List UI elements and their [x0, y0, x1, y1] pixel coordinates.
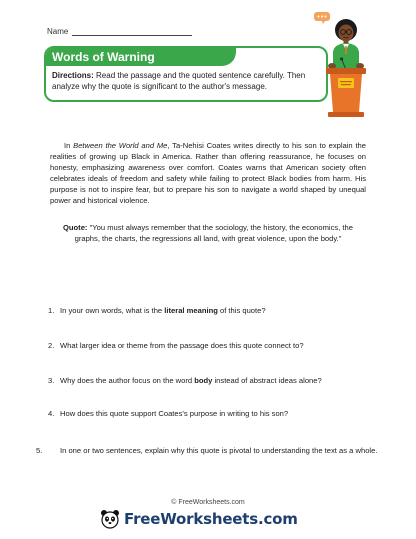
reading-passage: [50, 140, 366, 206]
question-number: 4.: [48, 409, 55, 418]
footer-logo[interactable]: [100, 508, 298, 530]
question-number: 2.: [48, 341, 55, 350]
quote-text: "You must always remember that the sociology, the history, the economics, the graphs, the charts, the regressions all land, with great violence, upon the body.": [74, 223, 353, 243]
book-title: Between the World and Me: [73, 141, 168, 150]
passage-body: , Ta-Nehisi Coates writes directly to his son to explain the realities of growing up Black in America. Rather than offering reassurance, he focuses on honesty, emphasizing awareness over comfort. Coates warns that American society often celebrates ideals of freedom and safety while failing to protect Black bodies from harm. His purpose is not to inspire fear, but to prepare his son to navigate a world shaped by unequal power and historical violence.: [50, 141, 366, 205]
question-number: 3.: [48, 376, 55, 385]
question-text-end: of this quote?: [217, 306, 266, 315]
question-1: [48, 305, 378, 316]
question-4: [48, 408, 378, 419]
worksheet-title: Words of Warning: [46, 48, 236, 66]
name-row: [47, 27, 192, 36]
title-box: [44, 46, 328, 102]
question-2: [48, 340, 378, 351]
question-text: Why does the author focus on the word: [60, 376, 195, 385]
question-text: In one or two sentences, explain why this quote is pivotal to understanding the text as a whole.: [60, 446, 378, 455]
logo-text: FreeWorksheets.com: [124, 510, 298, 528]
quote-label: Quote:: [63, 223, 88, 232]
directions: [52, 70, 322, 92]
question-text: How does this quote support Coates's purpose in writing to his son?: [60, 409, 289, 418]
question-5: [36, 445, 378, 456]
question-text: In your own words, what is the: [60, 306, 165, 315]
name-label: Name: [47, 27, 69, 36]
passage-intro: In: [64, 141, 74, 150]
question-text-end: instead of abstract ideas alone?: [212, 376, 322, 385]
question-number: 5.: [36, 446, 43, 455]
speaker-at-podium-icon: [308, 8, 368, 120]
question-emphasis: body: [194, 376, 213, 385]
panda-logo-icon: [100, 509, 120, 529]
question-number: 1.: [48, 306, 55, 315]
footer-url[interactable]: © FreeWorksheets.com: [171, 499, 245, 506]
name-field[interactable]: [72, 28, 192, 36]
question-3: [48, 375, 378, 386]
question-emphasis: literal meaning: [164, 306, 218, 315]
featured-quote: [52, 222, 364, 244]
directions-label: Directions:: [52, 71, 94, 80]
question-text: What larger idea or theme from the passage does this quote connect to?: [60, 341, 304, 350]
directions-text: Read the passage and the quoted sentence carefully. Then analyze why the quote is significant to the author's message.: [52, 71, 306, 91]
